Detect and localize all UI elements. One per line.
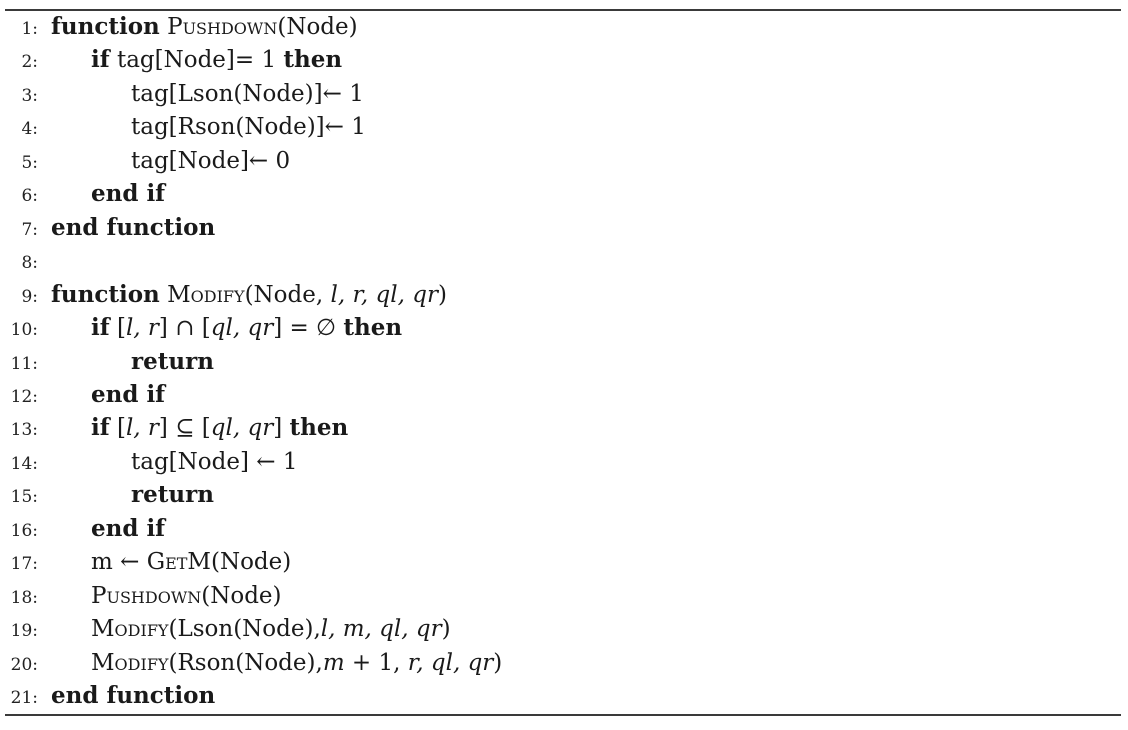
code-text: tag[Node]← 0 <box>131 147 291 174</box>
procedure-name: GetM <box>146 549 211 576</box>
algorithm-line <box>0 513 1128 546</box>
line-code <box>91 615 451 643</box>
line-number: 15: <box>10 487 38 508</box>
line-code <box>131 113 366 141</box>
line-code <box>131 448 297 476</box>
math-variables: m <box>322 649 345 676</box>
keyword: then <box>343 314 403 342</box>
line-code <box>91 548 291 576</box>
code-text: (Node) <box>210 549 292 576</box>
code-text: m ← <box>91 549 147 576</box>
line-number: 9: <box>21 286 38 307</box>
algorithm-line <box>0 245 1128 278</box>
math-variables: ql, qr <box>210 415 274 442</box>
code-text: ] ∩ [ <box>158 315 211 342</box>
keyword: end if <box>91 514 166 542</box>
line-code <box>131 80 364 108</box>
procedure-name: Pushdown <box>91 582 202 609</box>
line-code <box>51 682 215 710</box>
line-number: 4: <box>21 119 38 140</box>
line-number: 14: <box>10 453 38 474</box>
code-text: [ <box>109 315 126 342</box>
algorithm-line <box>0 546 1128 579</box>
code-text: (Node) <box>277 14 358 40</box>
math-variables: ql, qr <box>210 315 274 342</box>
procedure-name: Modify <box>167 281 245 308</box>
line-code <box>91 582 282 610</box>
code-text: ] = ∅ <box>273 315 344 342</box>
algorithm-line <box>0 145 1128 178</box>
procedure-name: Modify <box>91 616 169 643</box>
keyword: if <box>91 46 110 74</box>
algorithm-line <box>0 680 1128 713</box>
algorithm-line <box>0 212 1128 245</box>
keyword: end function <box>51 682 216 709</box>
algorithm-line <box>0 647 1128 680</box>
line-number: 16: <box>10 520 38 541</box>
code-text: ) <box>493 649 503 676</box>
line-number: 11: <box>10 353 38 374</box>
line-number: 21: <box>10 688 38 708</box>
line-number: 17: <box>10 554 38 575</box>
line-number: 12: <box>10 386 38 407</box>
keyword: end if <box>91 380 166 408</box>
line-code <box>91 180 165 208</box>
line-number: 8: <box>21 253 38 274</box>
line-code <box>51 281 447 309</box>
line-number: 10: <box>10 320 38 341</box>
keyword: end function <box>51 213 216 241</box>
line-code <box>91 414 348 442</box>
algorithm-line <box>0 580 1128 613</box>
code-text: ] <box>273 415 290 442</box>
math-variables: l, m, ql, qr <box>320 616 442 643</box>
code-text: tag[Rson(Node)]← 1 <box>131 114 366 141</box>
line-code <box>131 481 214 509</box>
line-code <box>131 147 290 175</box>
code-text: ) <box>437 281 447 308</box>
code-text: tag[Lson(Node)]← 1 <box>131 80 364 107</box>
line-number: 20: <box>10 654 38 675</box>
code-text: + 1, <box>344 649 408 676</box>
line-number: 2: <box>21 52 38 73</box>
keyword: function <box>51 13 160 40</box>
math-variables: r, ql, qr <box>407 649 494 676</box>
keyword: return <box>131 347 214 375</box>
algorithm-line <box>0 479 1128 512</box>
code-text <box>160 14 167 40</box>
code-text: ) <box>441 616 451 643</box>
line-number: 3: <box>21 85 38 106</box>
keyword: if <box>91 314 110 342</box>
line-number: 6: <box>21 186 38 207</box>
code-text: tag[Node]= 1 <box>109 47 284 74</box>
code-text: ] ⊆ [ <box>158 415 211 442</box>
line-number: 1: <box>21 19 38 39</box>
algorithm-line <box>0 346 1128 379</box>
line-code <box>51 13 358 41</box>
algorithm-line <box>0 412 1128 445</box>
algorithm-line <box>0 312 1128 345</box>
code-text <box>160 282 167 308</box>
line-code <box>91 649 502 677</box>
line-code <box>51 214 215 242</box>
code-text: tag[Node] ← 1 <box>131 448 298 475</box>
math-variables: l, r, ql, qr <box>330 281 438 308</box>
code-text: (Node, <box>244 281 331 308</box>
line-number: 13: <box>10 420 38 441</box>
procedure-name: Pushdown <box>167 14 278 40</box>
line-number: 5: <box>21 152 38 173</box>
code-text: [ <box>109 415 126 442</box>
algorithm-line <box>0 446 1128 479</box>
line-code <box>131 348 214 376</box>
keyword: return <box>131 481 214 509</box>
algorithm-line <box>0 279 1128 312</box>
algorithm-line <box>0 11 1128 44</box>
keyword: function <box>51 280 160 308</box>
algorithm-line <box>0 111 1128 144</box>
math-variables: l, r <box>125 315 159 342</box>
procedure-name: Modify <box>91 649 169 676</box>
line-number: 18: <box>10 587 38 608</box>
algorithm-line <box>0 178 1128 211</box>
keyword: then <box>283 46 343 74</box>
bottom-rule <box>5 714 1121 716</box>
algorithm-line <box>0 379 1128 412</box>
line-number: 7: <box>21 219 38 240</box>
keyword: then <box>289 414 349 442</box>
line-number: 19: <box>10 621 38 642</box>
algorithm-line <box>0 613 1128 646</box>
algorithm-line <box>0 78 1128 111</box>
keyword: if <box>91 414 110 442</box>
line-code <box>91 381 165 409</box>
line-code <box>91 46 342 74</box>
line-code <box>91 515 165 543</box>
keyword: end if <box>91 180 166 208</box>
code-text: (Lson(Node), <box>168 616 321 643</box>
line-code <box>91 314 402 342</box>
algorithm-line <box>0 44 1128 77</box>
code-text: (Node) <box>201 582 282 609</box>
code-text: (Rson(Node), <box>168 649 323 676</box>
math-variables: l, r <box>125 415 159 442</box>
